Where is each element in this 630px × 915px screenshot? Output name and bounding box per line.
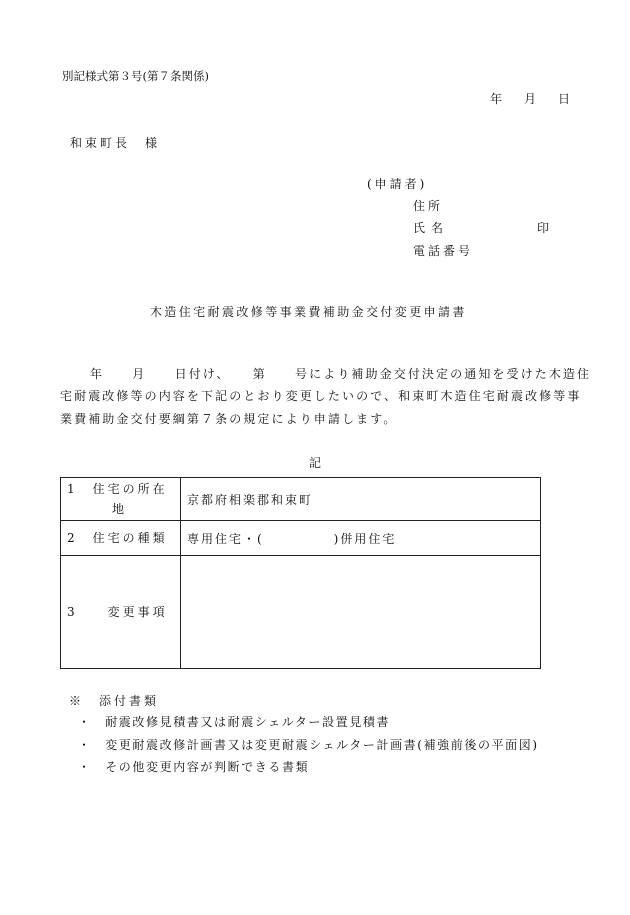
attachment-item: ・ 変更耐震改修計画書又は変更耐震シェルター計画書(補強前後の平面図) [78, 738, 539, 752]
table-row-changes [61, 556, 541, 669]
type-header: 2 住宅の種類 [61, 521, 181, 556]
type-value: 専用住宅・( )併用住宅 [181, 521, 541, 556]
applicant-phone-label: 電話番号 [413, 244, 474, 258]
date-year: 年 [490, 92, 503, 106]
date-month: 月 [524, 92, 537, 106]
location-header [61, 478, 181, 521]
attachment-item: ・ その他変更内容が判断できる書類 [78, 760, 310, 774]
detail-table [60, 477, 541, 669]
document-title: 木造住宅耐震改修等事業費補助金交付変更申請書 [150, 305, 467, 319]
changes-header: 3 変更事項 [61, 556, 181, 669]
changes-value[interactable] [181, 556, 541, 669]
applicant-label: (申請者) [367, 177, 428, 191]
body-text-line-2: 宅耐震改修等の内容を下記のとおり変更したいので、和束町木造住宅耐震改修等事 [60, 389, 582, 403]
location-header-line1: 1 住宅の所在 [67, 482, 168, 496]
addressee: 和束町長 様 [70, 136, 161, 150]
body-text-line-3: 業費補助金交付要綱第７条の規定により申請します。 [60, 412, 398, 426]
attachments-title: ※ 添付書類 [69, 694, 160, 708]
location-value: 京都府相楽郡和束町 [181, 478, 541, 521]
submission-date [490, 91, 570, 107]
form-number: 別記様式第３号(第７条関係) [62, 69, 209, 83]
seal-mark: 印 [537, 221, 550, 235]
body-text-line-1: 年 月 日付け、 第 号により補助金交付決定の通知を受けた木造住 [90, 367, 592, 381]
attachment-item: ・ 耐震改修見積書又は耐震シェルター設置見積書 [78, 715, 391, 729]
applicant-address-label: 住所 [413, 199, 444, 213]
ki-heading: 記 [309, 456, 322, 470]
table-row-location [61, 478, 541, 521]
applicant-name-label: 氏名 [413, 221, 450, 235]
table-row-type [61, 521, 541, 556]
date-day: 日 [558, 92, 571, 106]
location-header-line2: 地 [112, 502, 128, 516]
